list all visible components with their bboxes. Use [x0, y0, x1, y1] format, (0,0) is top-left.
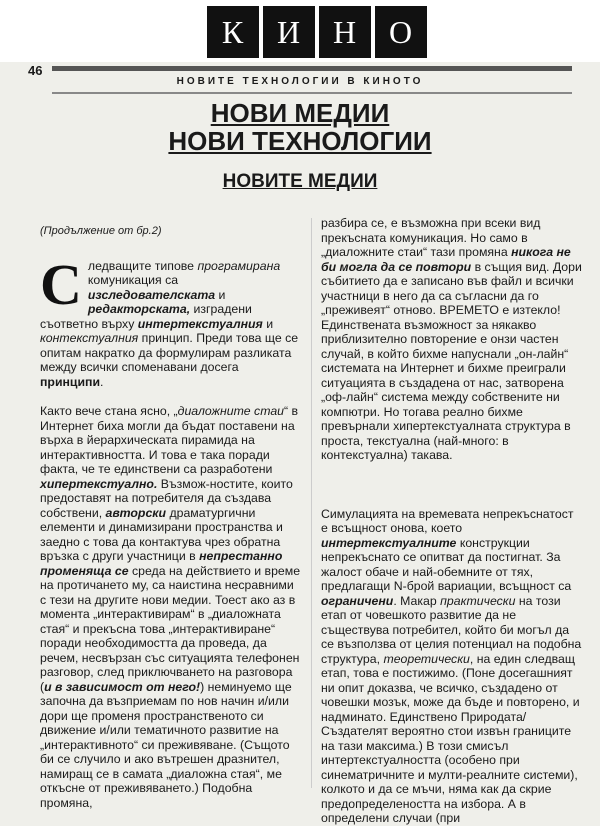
emphasis-text: ограничени: [321, 593, 394, 608]
emphasis-text: хипертекстуално.: [40, 476, 158, 491]
text-run: ледващите типове: [87, 258, 198, 273]
emphasis-text: авторски: [105, 505, 167, 520]
emphasis-text: интертекстуалните: [321, 535, 457, 550]
column-divider: [311, 218, 312, 788]
text-run: и: [215, 287, 226, 302]
emphasis-text: програмирана: [197, 258, 281, 273]
paragraph: [40, 251, 302, 390]
emphasis-text: интертекстуалния: [137, 316, 263, 331]
text-run: принцип. Преди това ще се опитам накратко да формулирам разликата между всички споменавани досега: [40, 331, 299, 374]
text-run: в същия вид. Дори събитието да е записано във файл и всички участници в него да са съгласни да го „преживеят“ отново. ВРЕМЕТО е изтекло! Единствената възможност за някакво приблизително повторение е онзи частен случай, в който бихме напуснали „он-лайн“ системата на Интернет и бихме преиграли ситуацията в създадена от нас, затворена „оф-лайн“ система между собствените ни компютри. Но тогава реално бихме превърнали хипертекстуалната структура в проста, текстуална (най-много: в контекстуална) такава.: [321, 259, 582, 462]
headline-line1: НОВИ МЕДИИ: [210, 98, 390, 128]
text-run: Възмож-ностите, които предоставят на потребителя да създава собствени,: [40, 476, 293, 520]
text-run: конструкции непрекъснато се опитват да постигнат. За жалост обаче и най-обемните от тях, предлагащи N-брой вариации, всъщност са: [321, 535, 572, 593]
text-run: комуникация са: [87, 273, 179, 287]
paragraph: [321, 507, 583, 826]
emphasis-text: редакторската,: [87, 302, 191, 316]
paragraph-text: [321, 507, 581, 826]
text-run: ) неминуемо ще започна да възприемам по нов начин и/или дори ще променя пространственото си движение и/или тематичното развитие на „интерактивното“ си преживяване. (Същото би се случило и ако вътрешен дразнител, намиращ се в самата „диаложна стая“, ме откъсне от преживяването.) Подобна промяна,: [40, 679, 292, 810]
masthead-letter: И: [263, 6, 315, 58]
section-rule: [52, 92, 572, 94]
left-column: [40, 224, 302, 810]
text-run: , на един следващ етап, това е постижимо. (Поне досегашният ни опит доказва, че всичко, създадено от човешки мозък, може да бъде и повторено, и надминато. Единствено Природата/Създателят вероятно стои извън границите на тази максима.) В този смисъл интертекстуалността (особено при синематричните и мулти-реалните системи), колкото и да се мъчи, няма как да скрие предопределеността на избора. А в определени случаи (при: [321, 651, 580, 825]
text-run: . Макар: [393, 593, 441, 608]
continuation-note: (Продължение от бр.2): [40, 225, 162, 237]
text-run: .: [100, 374, 104, 389]
emphasis-text: никога не би могла да се повтори: [321, 245, 571, 274]
text-run: среда на действието и време на протичането му, са наистина несравними с тези на другите нови медии. Тоест ако аз в момента „интерактивирам“ в „диаложната стая“ и прекъсна това „интерактивиране“ поради необходимостта да проведа, да речем, несвързан със ситуацията телефонен разговор, след приключването на разговора (: [40, 563, 301, 694]
emphasis-text: принципи: [40, 374, 101, 389]
text-run: Както вече стана ясно, „: [40, 404, 178, 418]
text-run: драматургични елементи и динамизирани пространства и заедно с това да контактува чрез обратна връзка с други участници в: [40, 505, 283, 563]
right-column: [321, 216, 583, 826]
drop-cap: С: [40, 251, 82, 317]
emphasis-text: изследователската: [87, 287, 216, 302]
masthead-letter: О: [375, 6, 427, 58]
text-run: Симулацията на времевата непрекъснатост е всъщност онова, което: [321, 506, 574, 535]
paragraph-text: [40, 404, 300, 810]
text-run: изградени съответно върху: [40, 302, 252, 331]
headline-line2: НОВИ ТЕХНОЛОГИИ: [168, 126, 432, 156]
emphasis-text: диаложните стаи: [177, 404, 284, 418]
page-number: 46: [28, 63, 43, 78]
paragraph-text: [321, 216, 582, 462]
masthead-letter: Н: [319, 6, 371, 58]
emphasis-text: непрестанно променяща се: [40, 549, 283, 578]
paragraph: [321, 216, 583, 463]
emphasis-text: практически: [440, 593, 516, 608]
masthead: [0, 0, 600, 62]
text-run: разбира се, е възможна при всеки вид прекъсната комуникация. Но само в „диаложните стаи“ тази промяна: [321, 216, 541, 259]
text-run: на този етап от човешкото развитие да не съществува потребител, който би могъл да се възползва от целия потенциал на подобна структура,: [321, 593, 582, 666]
emphasis-text: и в зависимост от него!: [44, 679, 201, 694]
text-run: и: [262, 316, 274, 331]
section-title: НОВИТЕ ТЕХНОЛОГИИ В КИНОТО: [176, 76, 424, 87]
paragraph: [40, 404, 302, 810]
header-rule: [52, 66, 572, 71]
emphasis-text: теоретически: [383, 651, 470, 666]
emphasis-text: контекстуалния: [40, 331, 139, 345]
masthead-letter: К: [207, 6, 259, 58]
subheading: НОВИТЕ МЕДИИ: [222, 171, 378, 192]
text-run: “ в Интернет биха могли да бъдат поставени на върха в йерархическата пирамида на интерактивността. И това е така поради факта, че те единствени са разработени: [40, 404, 299, 476]
